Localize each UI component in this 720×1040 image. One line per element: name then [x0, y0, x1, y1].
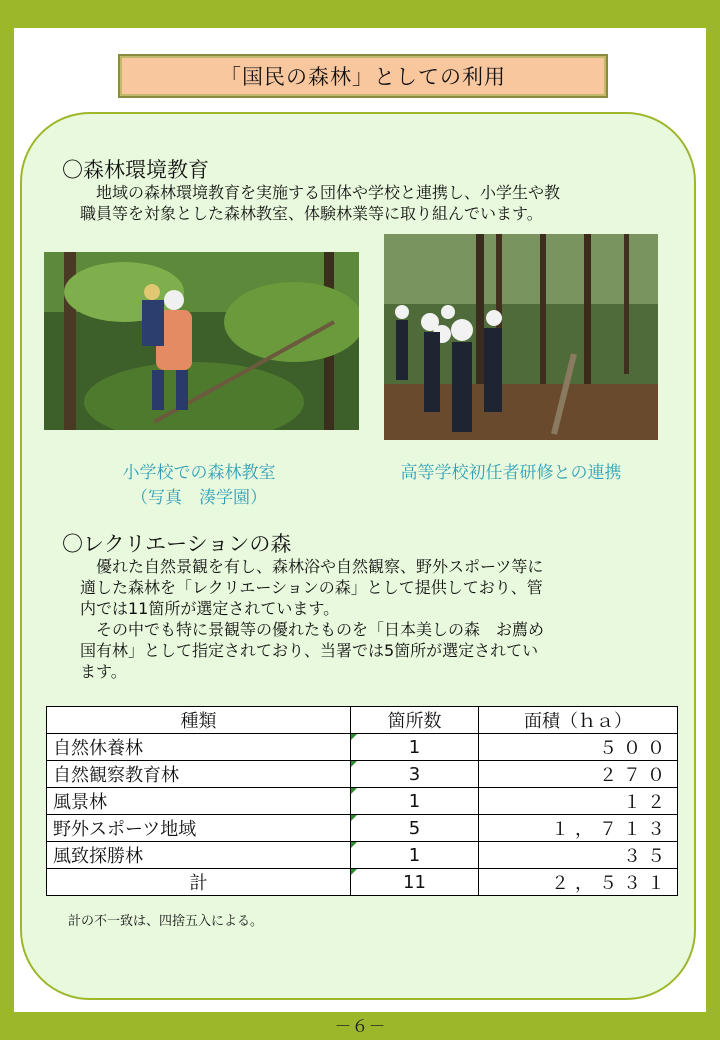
- photo1-caption-line1: 小学校での森林教室: [122, 463, 276, 483]
- section-heading-recreation-forest: 〇レクリエーションの森: [62, 532, 292, 556]
- total-count: 11: [351, 869, 479, 896]
- row-area: １２: [479, 788, 678, 815]
- row-count: 3: [351, 761, 479, 788]
- section-body-forest-education: 地域の森林環境教育を実施する団体や学校と連携し、小学生や教 職員等を対象とした森林教室、体験林業等に取り組んでいます。: [80, 183, 561, 223]
- row-count: 1: [351, 788, 479, 815]
- row-area: １，７１３: [479, 815, 678, 842]
- row-name: 野外スポーツ地域: [47, 815, 351, 842]
- table-row: [47, 734, 678, 761]
- row-area: ２７０: [479, 761, 678, 788]
- photo-forest-class: [44, 252, 359, 430]
- table-row: [47, 842, 678, 869]
- page: [14, 28, 706, 1012]
- header-count: 箇所数: [351, 707, 479, 734]
- photo1-caption: [84, 458, 314, 508]
- photo-teacher-training: [384, 234, 658, 440]
- row-name: 風致探勝林: [47, 842, 351, 869]
- header-area: 面積（ｈａ）: [479, 707, 678, 734]
- row-count: 5: [351, 815, 479, 842]
- table-footnote: 計の不一致は、四捨五入による。: [68, 914, 264, 929]
- row-area: ５００: [479, 734, 678, 761]
- photo1-caption-line2: （写真 湊学園）: [131, 488, 267, 508]
- row-name: 自然休養林: [47, 734, 351, 761]
- section-heading-forest-education: 〇森林環境教育: [62, 158, 209, 182]
- row-count: 1: [351, 734, 479, 761]
- table-row: [47, 761, 678, 788]
- row-area: ３５: [479, 842, 678, 869]
- table-row: [47, 815, 678, 842]
- total-area: ２，５３１: [479, 869, 678, 896]
- table-header-row: [47, 707, 678, 734]
- recreation-forest-table: [46, 706, 678, 896]
- table-row: [47, 788, 678, 815]
- page-title: 「国民の森林」としての利用: [118, 54, 608, 98]
- row-name: 自然観察教育林: [47, 761, 351, 788]
- total-label: 計: [47, 869, 351, 896]
- photo2-caption: 高等学校初任者研修との連携: [400, 463, 622, 483]
- header-type: 種類: [47, 707, 351, 734]
- section-body-recreation-forest: 優れた自然景観を有し、森林浴や自然観察、野外スポーツ等に 適した森林を「レクリエーションの森」として提供しており、管 内では11箇所が選定されています。 その中でも特に景観等の優れたものを「日本美しの森 お薦め 国有林」として指定されており、当署では5箇所が選定されてい ます。: [80, 557, 545, 681]
- table-total-row: [47, 869, 678, 896]
- page-number: －６－: [334, 1017, 386, 1037]
- row-name: 風景林: [47, 788, 351, 815]
- row-count: 1: [351, 842, 479, 869]
